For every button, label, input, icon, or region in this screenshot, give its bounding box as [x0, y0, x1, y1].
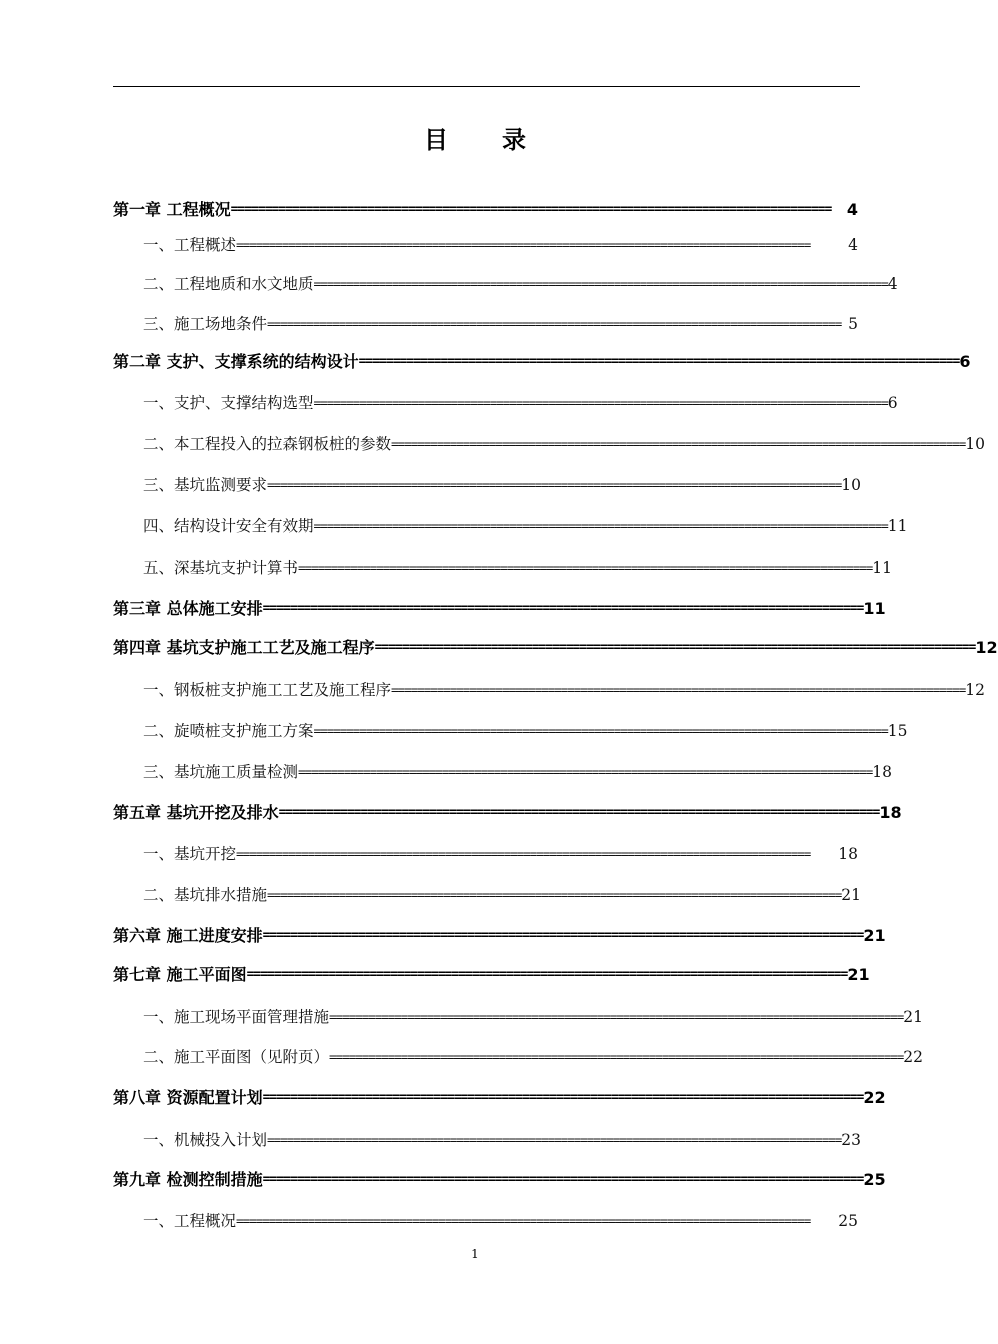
toc-leader: ======================================================================================== [262, 1172, 864, 1187]
toc-section-entry[interactable] [143, 1005, 924, 1029]
toc-chapter-entry[interactable] [113, 1168, 886, 1192]
toc-entry-page: 18 [838, 845, 858, 863]
toc-leader: ======================================================================================== [262, 601, 864, 616]
toc-chapter-entry[interactable] [113, 963, 870, 987]
toc-section-entry[interactable] [143, 883, 862, 907]
toc-leader: ======================================================================================== [262, 1090, 864, 1105]
toc-entry-page: 6 [959, 352, 971, 371]
toc-leader: ======================================================================================== [230, 202, 832, 217]
toc-leader: ======================================================================================== [329, 1049, 904, 1064]
toc-leader: ======================================================================================== [298, 764, 873, 779]
toc-chapter-entry[interactable] [113, 636, 998, 660]
toc-section-entry[interactable] [143, 432, 986, 456]
toc-entry-page: 15 [887, 722, 908, 740]
toc-entry-page: 23 [841, 1131, 862, 1149]
toc-section-entry[interactable] [143, 473, 862, 497]
toc-entry-label: 二、基坑排水措施 [143, 886, 268, 904]
page-number: 1 [471, 1247, 479, 1261]
toc-entry-label: 第四章 基坑支护施工工艺及施工程序 [113, 638, 375, 657]
toc-section-entry[interactable] [143, 678, 986, 702]
toc-chapter-entry[interactable] [113, 198, 858, 222]
toc-entry-page: 4 [887, 275, 898, 293]
toc-entry-label: 二、工程地质和水文地质 [143, 275, 314, 293]
toc-section-entry[interactable] [143, 1209, 858, 1233]
toc-leader: ======================================================================================== [236, 237, 811, 252]
toc-section-entry[interactable] [143, 842, 858, 866]
toc-leader: ======================================================================================== [262, 928, 864, 943]
toc-entry-page: 22 [863, 1088, 886, 1107]
toc-entry-label: 三、基坑监测要求 [143, 476, 268, 494]
toc-leader: ======================================================================================== [236, 846, 811, 861]
toc-section-entry[interactable] [143, 514, 908, 538]
toc-entry-page: 10 [965, 435, 986, 453]
toc-section-entry[interactable] [143, 1045, 924, 1069]
toc-entry-label: 第三章 总体施工安排 [113, 599, 263, 618]
toc-leader: ======================================================================================== [374, 640, 976, 655]
toc-leader: ======================================================================================== [358, 354, 960, 369]
toc-section-entry[interactable] [143, 272, 898, 296]
toc-entry-label: 一、施工现场平面管理措施 [143, 1008, 330, 1026]
toc-section-entry[interactable] [143, 312, 858, 336]
toc-entry-page: 18 [872, 763, 893, 781]
toc-entry-label: 一、支护、支撑结构选型 [143, 394, 314, 412]
toc-leader: ======================================================================================== [236, 1213, 811, 1228]
toc-entry-label: 一、机械投入计划 [143, 1131, 268, 1149]
toc-section-entry[interactable] [143, 760, 893, 784]
toc-entry-page: 12 [975, 638, 998, 657]
toc-entry-label: 三、基坑施工质量检测 [143, 763, 299, 781]
toc-leader: ======================================================================================== [246, 967, 848, 982]
toc-entry-label: 二、本工程投入的拉森钢板桩的参数 [143, 435, 392, 453]
toc-leader: ======================================================================================== [313, 723, 888, 738]
toc-section-entry[interactable] [143, 391, 898, 415]
toc-entry-label: 五、深基坑支护计算书 [143, 559, 299, 577]
toc-entry-page: 18 [879, 803, 902, 822]
toc-leader: ======================================================================================== [267, 1132, 842, 1147]
toc-entry-page: 25 [863, 1170, 886, 1189]
toc-entry-label: 第一章 工程概况 [113, 200, 231, 219]
toc-leader: ======================================================================================== [313, 395, 888, 410]
toc-chapter-entry[interactable] [113, 1086, 886, 1110]
toc-entry-page: 25 [838, 1212, 858, 1230]
toc-entry-label: 一、基坑开挖 [143, 845, 237, 863]
toc-entry-label: 第五章 基坑开挖及排水 [113, 803, 279, 822]
toc-section-entry[interactable] [143, 1128, 862, 1152]
toc-entry-label: 第八章 资源配置计划 [113, 1088, 263, 1107]
toc-leader: ======================================================================================== [278, 805, 880, 820]
toc-leader: ======================================================================================== [391, 682, 966, 697]
toc-entry-label: 四、结构设计安全有效期 [143, 517, 314, 535]
toc-entry-page: 5 [848, 315, 858, 333]
toc-chapter-entry[interactable] [113, 924, 886, 948]
title-char-2: 录 [502, 126, 526, 154]
toc-entry-page: 11 [887, 517, 908, 535]
toc-entry-label: 二、旋喷桩支护施工方案 [143, 722, 314, 740]
toc-entry-label: 第七章 施工平面图 [113, 965, 247, 984]
title-char-1: 目 [424, 126, 448, 154]
toc-entry-label: 三、施工场地条件 [143, 315, 268, 333]
toc-entry-page: 21 [863, 926, 886, 945]
toc-chapter-entry[interactable] [113, 801, 902, 825]
toc-leader: ======================================================================================== [267, 316, 842, 331]
toc-leader: ======================================================================================== [298, 560, 873, 575]
toc-section-entry[interactable] [143, 233, 858, 257]
toc-leader: ======================================================================================== [329, 1009, 904, 1024]
toc-entry-page: 4 [846, 200, 858, 219]
toc-entry-page: 21 [903, 1008, 924, 1026]
toc-section-entry[interactable] [143, 719, 908, 743]
toc-leader: ======================================================================================== [391, 436, 966, 451]
toc-leader: ======================================================================================== [267, 477, 842, 492]
toc-chapter-entry[interactable] [113, 350, 971, 374]
toc-entry-page: 4 [848, 236, 858, 254]
toc-entry-page: 6 [887, 394, 898, 412]
toc-entry-label: 一、工程概况 [143, 1212, 237, 1230]
toc-entry-page: 21 [847, 965, 870, 984]
toc-entry-page: 10 [841, 476, 862, 494]
toc-entry-label: 第六章 施工进度安排 [113, 926, 263, 945]
toc-entry-page: 11 [872, 559, 893, 577]
toc-leader: ======================================================================================== [267, 887, 842, 902]
toc-chapter-entry[interactable] [113, 597, 886, 621]
toc-section-entry[interactable] [143, 556, 893, 580]
toc-entry-page: 12 [965, 681, 986, 699]
toc-entry-label: 一、钢板桩支护施工工艺及施工程序 [143, 681, 392, 699]
toc-leader: ======================================================================================== [313, 518, 888, 533]
toc-entry-label: 二、施工平面图（见附页） [143, 1048, 330, 1066]
toc-entry-label: 一、工程概述 [143, 236, 237, 254]
toc-entry-label: 第二章 支护、支撑系统的结构设计 [113, 352, 359, 371]
toc-entry-page: 22 [903, 1048, 924, 1066]
toc-entry-label: 第九章 检测控制措施 [113, 1170, 263, 1189]
toc-entry-page: 11 [863, 599, 886, 618]
toc-leader: ======================================================================================== [313, 276, 888, 291]
toc-entry-page: 21 [841, 886, 862, 904]
